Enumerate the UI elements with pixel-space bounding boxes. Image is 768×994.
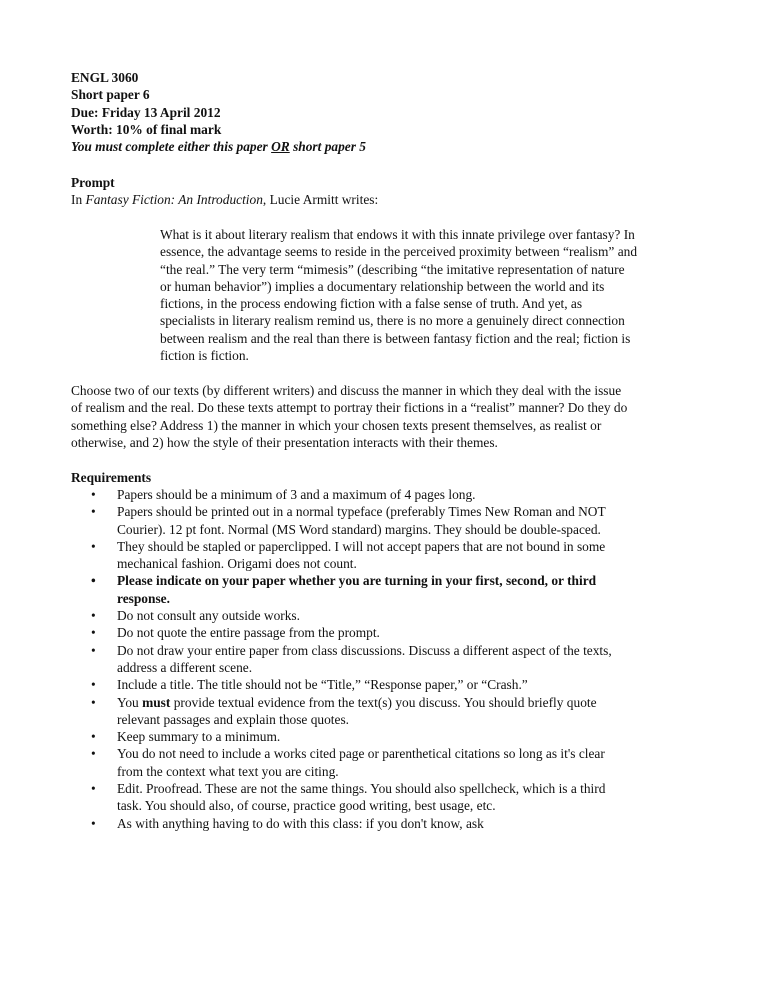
prompt-intro: In Fantasy Fiction: An Introduction, Lucie Armitt writes:: [71, 192, 379, 207]
block-quote: [160, 226, 692, 364]
completion-note: You must complete either this paper OR short paper 5: [71, 139, 366, 155]
bullet-icon: •: [91, 504, 96, 520]
list-item: • You do not need to include a works cited page or parenthetical citations so long as it's clear from the context what text you are citing.: [91, 746, 605, 779]
list-item: • Do not consult any outside works.: [91, 608, 300, 624]
list-item: • Papers should be printed out in a normal typeface (preferably Times New Roman and NOT Courier). 12 pt font. Normal (MS Word standard) margins. They should be double-spaced.: [91, 504, 606, 537]
body-line: of realism and the real. Do these texts attempt to portray their fictions in a “realist” manner? Do they do: [71, 400, 628, 416]
course-code: ENGL 3060: [71, 70, 139, 85]
bullet-icon: •: [91, 642, 96, 658]
bullet-icon: •: [91, 746, 96, 762]
bullet-icon: •: [91, 487, 96, 502]
body-line: something else? Address 1) the manner in which your chosen texts present themselves, as realist or: [71, 417, 602, 433]
quote-line: or human behavior”) implies a documentary relationship between the world and its: [160, 278, 605, 294]
quote-line: between realism and the real than there is between fantasy fiction and the real; fiction is: [160, 330, 631, 346]
bullet-icon: •: [91, 573, 96, 589]
bullet-icon: •: [91, 815, 96, 831]
bullet-icon: •: [91, 694, 96, 710]
must-emphasis: must: [142, 694, 171, 710]
requirements-list: [71, 486, 711, 832]
body-line: Choose two of our texts (by different writers) and discuss the manner in which they deal with the issue: [71, 383, 622, 398]
bullet-icon: •: [91, 625, 96, 641]
quote-line: What is it about literary realism that endows it with this innate privilege over fantasy? In: [160, 227, 635, 242]
list-item: • Keep summary to a minimum.: [91, 729, 281, 745]
list-item: • Please indicate on your paper whether you are turning in your first, second, or third response.: [91, 573, 597, 606]
list-item: • As with anything having to do with this class: if you don't know, ask: [91, 815, 484, 831]
quote-line: fictions, in the process endowing fiction with a false sense of truth. And yet, as: [160, 296, 583, 312]
bullet-icon: •: [91, 677, 96, 693]
bullet-icon: •: [91, 781, 96, 797]
bullet-icon: •: [91, 608, 96, 624]
paper-title: Short paper 6: [71, 87, 150, 103]
bullet-icon: •: [91, 538, 96, 554]
requirements-heading: Requirements: [71, 470, 152, 485]
quote-line: specialists in literary realism remind us, there is no more a genuinely direct connection: [160, 313, 625, 329]
list-item: • Papers should be a minimum of 3 and a maximum of 4 pages long.: [91, 487, 476, 502]
list-item: • Do not quote the entire passage from the prompt.: [91, 625, 380, 641]
due-date: Due: Friday 13 April 2012: [71, 104, 221, 120]
list-item: • Do not draw your entire paper from class discussions. Discuss a different aspect of the texts, address a different scene.: [91, 642, 612, 675]
or-emphasis: OR: [271, 139, 290, 155]
assignment-header: [71, 69, 711, 155]
list-item: • You must provide textual evidence from the text(s) you discuss. You should briefly quote relevant passages and explain those quotes.: [91, 694, 597, 727]
quote-line: “the real.” The very term “mimesis” (describing “the imitative representation of nature: [160, 261, 625, 277]
list-item: • They should be stapled or paperclipped. I will not accept papers that are not bound in some mechanical fashion. Origami does not count.: [91, 538, 606, 572]
prompt-heading: Prompt: [71, 175, 115, 190]
assignment-instructions: [71, 382, 711, 451]
list-item: • Edit. Proofread. These are not the same things. You should also spellcheck, which is a third task. You should also, of course, practice good writing, best usage, etc.: [91, 781, 606, 814]
worth-line: Worth: 10% of final mark: [71, 121, 222, 137]
list-item: • Include a title. The title should not be “Title,” “Response paper,” or “Crash.”: [91, 677, 528, 693]
quote-line: fiction is fiction.: [160, 348, 249, 364]
bullet-icon: •: [91, 729, 96, 745]
book-title: Fantasy Fiction: An Introduction: [85, 192, 263, 207]
quote-line: essence, the advantage seems to reside in the perceived proximity between “realism” and: [160, 244, 638, 260]
body-line: otherwise, and 2) how the style of their presentation interacts with their themes.: [71, 434, 498, 450]
